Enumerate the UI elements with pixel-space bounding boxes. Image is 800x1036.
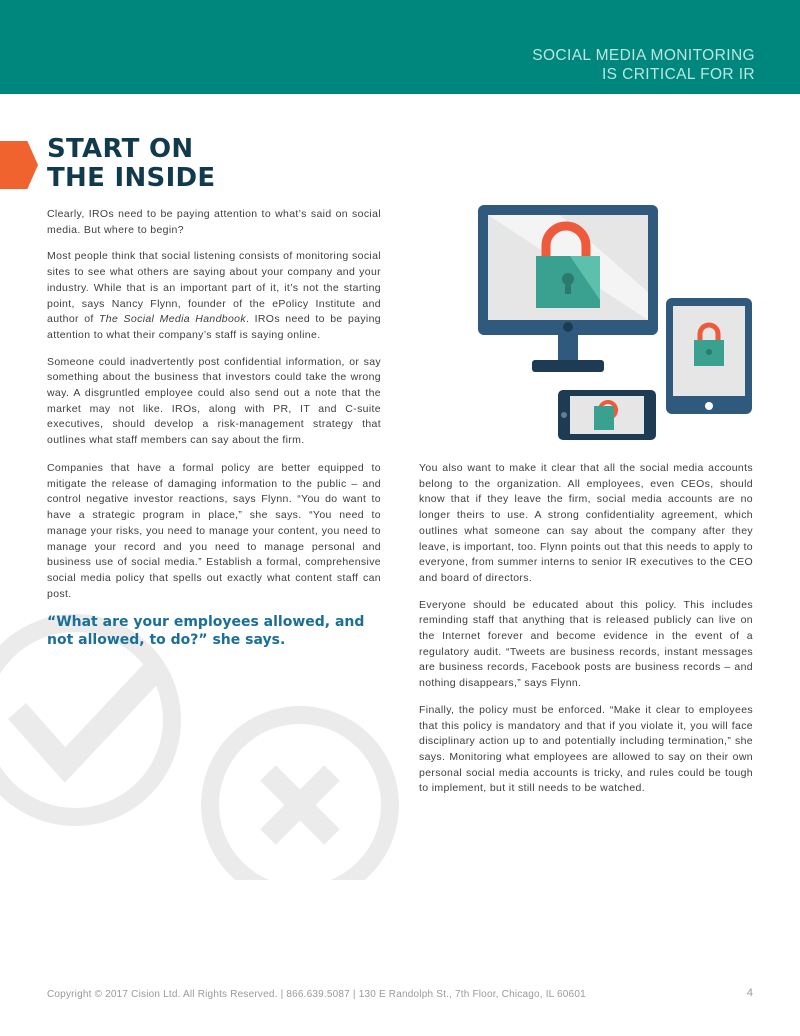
section-marker (0, 141, 38, 189)
left-column-bottom (47, 461, 381, 613)
paragraph: Finally, the policy must be enforced. “Make it clear to employees that this policy is mandatory and that if you violate it, you will face disciplinary action up to and potentially including termination,” she says. Monitoring what employees are allowed to say on their own personal social media accounts is tricky, and rules could be tough to implement, but it still needs to be watched. (419, 703, 753, 795)
x-circle-icon (210, 715, 390, 880)
footer-text: Copyright © 2017 Cision Ltd. All Rights Reserved. | 866.639.5087 | 130 E Randolph St., 7th Floor, Chicago, IL 60601 (47, 989, 586, 1000)
heading-line1: START ON (47, 134, 194, 164)
left-column-top (47, 207, 381, 460)
book-title: The Social Media Handbook (99, 313, 246, 326)
tablet-icon (666, 298, 752, 414)
paragraph: You also want to make it clear that all the social media accounts belong to the organization. All employees, even CEOs, should know that if they leave the firm, social media accounts are no longer theirs to use. A strong confidentiality agreement, which outlines what someone can say about the company after they leave, is important, too. Flynn points out that this needs to apply to everyone, from summer interns to senior IR executives to the CEO and board of directors. (419, 462, 753, 584)
section-title-line1: SOCIAL MEDIA MONITORING (532, 47, 755, 64)
heading-line2: THE INSIDE (47, 163, 216, 193)
phone-icon (558, 390, 656, 440)
pull-quote: “What are your employees allowed, and not allowed, to do?” she says. (47, 614, 365, 648)
right-column (419, 461, 753, 808)
paragraph: Everyone should be educated about this policy. This includes reminding staff that anything that is released publicly can live on the Internet forever and become evidence in the event of a regulatory audit. “Tweets are business records, instant messages are business records, Facebook posts are business records – and nothing disappears,” says Flynn. (419, 598, 753, 690)
paragraph-text: . IROs need to be paying attention to what their company’s staff is saying online. (47, 313, 381, 341)
paragraph-text: Most people think that social listening consists of monitoring social sites to see what others are saying about your company and your industry. While that is an important part of it, it’s not the starting point, says Nancy Flynn, founder of the ePolicy Institute and author of (47, 250, 381, 326)
section-title-line2: IS CRITICAL FOR IR (601, 66, 755, 83)
paragraph: Companies that have a formal policy are better equipped to mitigate the release of damaging information to the public – and control negative investor reactions, says Flynn. “You do want to have a strategic program in place,” she says. “You need to manage your risks, you need to manage your content, you need to manage your record and you need to manage personal and business use of social media.” Establish a formal, comprehensive social media policy that spells out exactly what content staff can post. (47, 462, 381, 600)
paragraph (47, 249, 381, 343)
paragraph: Someone could inadvertently post confidential information, or say something about the business that investors could take the wrong way. A disgruntled employee could also send out a note that the market may not like. IROs, along with PR, IT and C-suite executives, should develop a risk-management strategy that outlines what staff members can say about the firm. (47, 355, 381, 447)
checkmark-circle-icon (0, 623, 172, 817)
section-title (532, 46, 755, 84)
page-number: 4 (746, 987, 753, 999)
paragraph: Clearly, IROs need to be paying attention to what’s said on social media. But where to begin? (47, 208, 381, 236)
page-heading (47, 135, 367, 193)
device-security-illustration (470, 200, 770, 450)
